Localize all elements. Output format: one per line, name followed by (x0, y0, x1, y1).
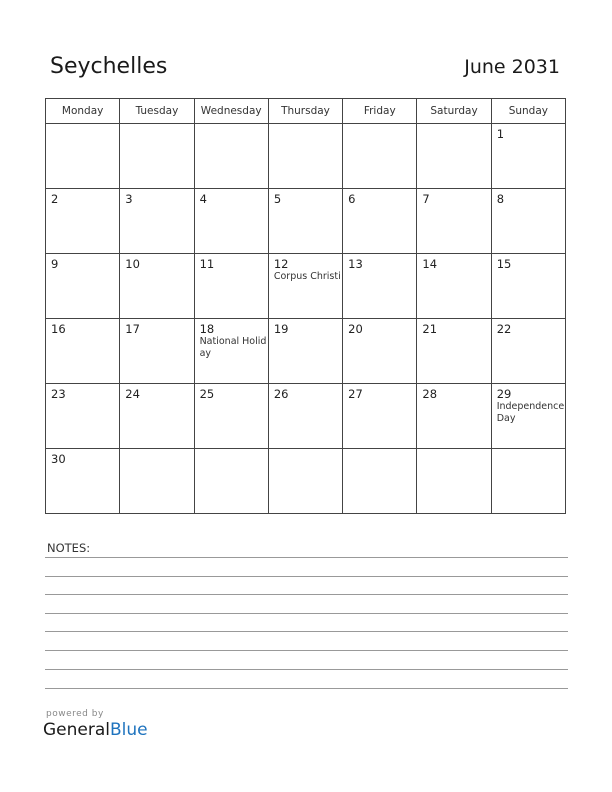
day-cell (491, 449, 565, 514)
day-cell (46, 449, 120, 514)
notes-line (45, 688, 568, 689)
day-number: 15 (496, 257, 512, 271)
calendar-grid (45, 98, 566, 514)
week-row (46, 124, 566, 189)
day-number: 8 (496, 192, 505, 206)
day-number: 9 (51, 257, 59, 271)
notes-line (45, 557, 568, 558)
day-number: 1 (496, 127, 505, 141)
notes-line (45, 594, 568, 595)
day-cell (417, 124, 491, 189)
day-cell (343, 319, 417, 384)
notes-line (45, 576, 568, 577)
day-cell (120, 319, 194, 384)
day-cell (343, 449, 417, 514)
day-cell (194, 319, 268, 384)
weekday-header: Monday (46, 99, 120, 124)
day-number: 4 (199, 192, 207, 206)
holiday-label: Corpus Christi (273, 271, 341, 282)
day-number: 12 (273, 257, 289, 271)
day-cell (120, 384, 194, 449)
day-number: 23 (51, 387, 66, 401)
holiday-label: Independence Day (496, 401, 565, 424)
day-number: 25 (199, 387, 215, 401)
day-cell (491, 254, 565, 319)
week-row (46, 319, 566, 384)
day-number: 24 (125, 387, 140, 401)
week-row (46, 384, 566, 449)
day-cell (491, 124, 565, 189)
day-number: 29 (496, 387, 512, 401)
day-cell (46, 384, 120, 449)
week-row (46, 449, 566, 514)
notes-label: NOTES: (47, 541, 91, 555)
notes-line (45, 650, 568, 651)
day-number: 2 (51, 192, 59, 206)
day-cell (343, 124, 417, 189)
weekday-header: Thursday (268, 99, 342, 124)
day-number: 21 (422, 322, 438, 336)
weekday-header: Saturday (417, 99, 491, 124)
day-number: 3 (125, 192, 133, 206)
day-number: 19 (273, 322, 289, 336)
day-cell (194, 254, 268, 319)
weekday-header: Sunday (491, 99, 565, 124)
day-cell (194, 189, 268, 254)
day-cell (343, 254, 417, 319)
day-number: 11 (199, 257, 215, 271)
day-number: 22 (496, 322, 512, 336)
brand-blue: Blue (110, 720, 148, 740)
day-cell (194, 384, 268, 449)
day-cell (417, 189, 491, 254)
brand-general: General (43, 720, 110, 740)
week-row (46, 189, 566, 254)
day-cell (417, 319, 491, 384)
day-number: 14 (422, 257, 438, 271)
day-number: 13 (348, 257, 363, 271)
weekday-header: Wednesday (194, 99, 268, 124)
day-cell (194, 449, 268, 514)
day-cell (417, 384, 491, 449)
day-number: 7 (422, 192, 430, 206)
day-cell (46, 124, 120, 189)
notes-line (45, 631, 568, 632)
day-cell (268, 319, 342, 384)
day-cell (417, 254, 491, 319)
day-cell (268, 124, 342, 189)
day-cell (46, 254, 120, 319)
holiday-label: National Holiday (199, 336, 267, 359)
day-cell (46, 189, 120, 254)
day-number: 5 (273, 192, 282, 206)
day-number: 30 (51, 452, 66, 466)
day-cell (491, 189, 565, 254)
weekday-header: Tuesday (120, 99, 194, 124)
day-cell (343, 189, 417, 254)
day-cell (120, 254, 194, 319)
calendar-month-title: June 2031 (464, 56, 560, 78)
day-number: 26 (273, 387, 289, 401)
day-number: 20 (348, 322, 363, 336)
notes-line (45, 613, 568, 614)
day-number: 18 (199, 322, 215, 336)
week-row (46, 254, 566, 319)
day-cell (268, 449, 342, 514)
day-cell (120, 189, 194, 254)
day-number: 27 (348, 387, 363, 401)
day-cell (194, 124, 268, 189)
day-number: 28 (422, 387, 438, 401)
day-number: 6 (348, 192, 356, 206)
notes-line (45, 669, 568, 670)
day-cell (343, 384, 417, 449)
generalblue-logo[interactable] (43, 720, 148, 740)
day-cell (268, 254, 342, 319)
day-number: 10 (125, 257, 140, 271)
day-cell (120, 449, 194, 514)
day-number: 16 (51, 322, 66, 336)
weekday-header: Friday (343, 99, 417, 124)
day-cell (268, 384, 342, 449)
day-cell (268, 189, 342, 254)
calendar-country-title: Seychelles (50, 54, 168, 79)
day-number: 17 (125, 322, 140, 336)
day-cell (491, 319, 565, 384)
day-cell (46, 319, 120, 384)
powered-by-text: powered by (46, 709, 104, 719)
day-cell (417, 449, 491, 514)
day-cell (491, 384, 565, 449)
weekday-header-row (46, 99, 566, 124)
day-cell (120, 124, 194, 189)
